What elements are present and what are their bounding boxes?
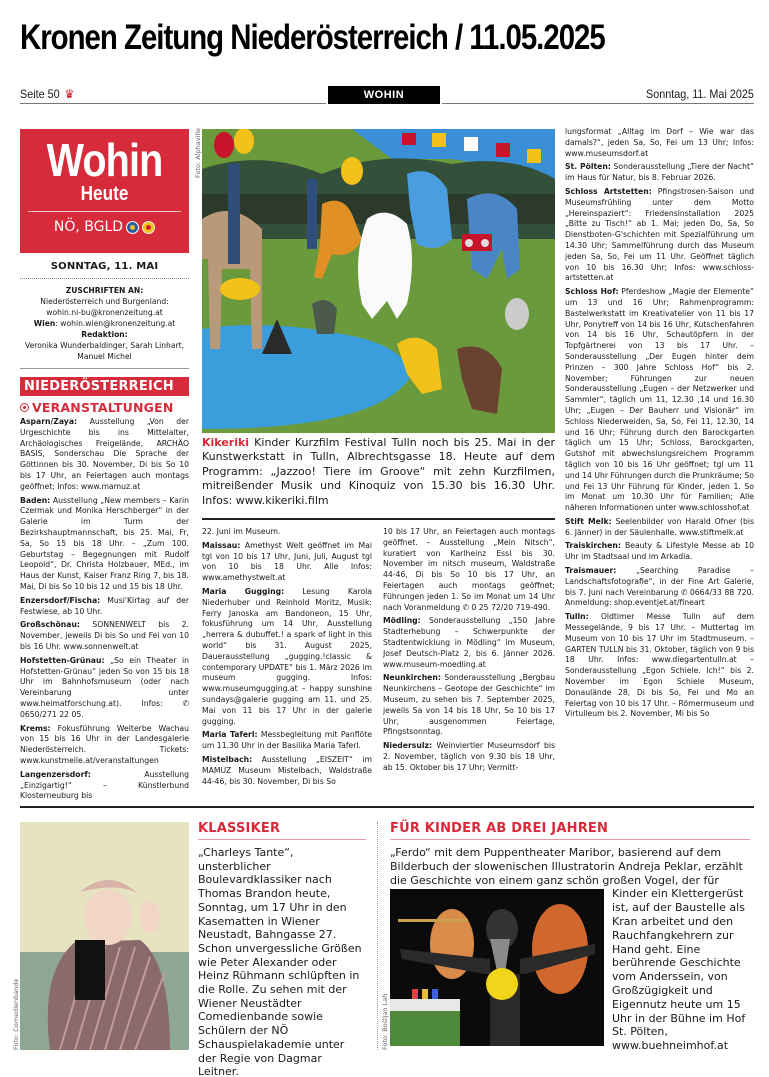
- listing-item: [565, 162, 754, 184]
- listing-item: [383, 673, 555, 738]
- listing-item: [20, 496, 189, 593]
- masthead-divider: [28, 211, 181, 212]
- contact-wien-label: Wien: [33, 319, 56, 328]
- listing-text: Sonderausstellung „Tiere der Nacht“ im Haus für Natur, bis 8. Februar 2026.: [565, 162, 755, 183]
- kinder-text-intro: „Ferdo“ mit dem Puppentheater Maribor, basierend auf dem Bilderbuch der slowenischen Illustratorin Andreja Peklar, erzählt die Geschichte von einem ganz schön großen Vogel, der: [390, 846, 743, 887]
- listings-column-1: [20, 417, 189, 802]
- listing-place: Tulln:: [565, 612, 589, 622]
- listing-item: [565, 566, 754, 609]
- listing-text: „So ein Theater in Hofstetten-Grünau“ jeden So von 15 bis 18 Uhr im Bahnhofsmuseum (oder nach Vereinbarung unter www.heimatforschung.at). Infos: ✆ 0650/271 22 05.: [20, 655, 189, 719]
- masthead-date: SONNTAG, 11. MAI: [50, 261, 159, 272]
- contact-noe-label: Niederösterreich und Burgenland:: [40, 297, 169, 306]
- masthead-title: Wohin: [46, 134, 163, 186]
- listing-item: [565, 517, 754, 539]
- contact-heading: ZUSCHRIFTEN AN:: [65, 286, 144, 295]
- listing-place: Schloss Hof:: [565, 287, 619, 297]
- listing-text: Ausstellung „New members – Karin Czermak und Monika Herschberger“ in der Galerie im Turm der Bezirkshauptmannschaft, bis 25. Mai, Fr, Sa, So 15 bis 18 Uhr. – „Zum 100. Geburtstag – Begegnungen mit Rudolf Leopold“, Dr. Christa Holzbauer, MEd., im Haus der Kunst, Kaiser Franz Ring 7, bis 18. Mai, Di bis So 10 bis 12 und 15 bis 18 Uhr.: [20, 495, 189, 591]
- listing-place: Traiskirchen:: [565, 541, 621, 551]
- illustration-party-animals: [202, 129, 555, 433]
- header-rule-right: [442, 103, 754, 104]
- listings-column-4: [565, 127, 754, 723]
- listing-item: [383, 527, 555, 613]
- photo-ferdo: [390, 889, 604, 1046]
- region-bar: NIEDERÖSTERREICH: [20, 377, 189, 396]
- column-1: [20, 129, 189, 805]
- listing-item: [20, 596, 189, 618]
- listing-item: [202, 587, 372, 727]
- klassiker-text: „Charleys Tante“, unsterblicher Boulevardklassiker nach Thomas Brandon heute, Sonntag, um 17 Uhr in den Kasematten in Wiener Neustadt, Bahngasse 27. Schon unvergessliche Größen wie Peter Alexander oder Heinz Rühmann schlüpften in die Rolle. Zu sehen mit der Wiener Neustädter Comedienbande sowie Schülern der NÖ Schauspielakademie unter der Regie von Dagmar Leitner.: [198, 846, 362, 1077]
- listing-item: [202, 527, 372, 538]
- listing-text: Ausstellung „Von der Urgeschichte bis ins Mittelalter, Archäologisches Freigelände, ARCHÄO BASIS, Sonderschau Die Sprache der Göttinnen bis 30. November, Di bis So 10 bis 17 Uhr, an Feiertagen auch montags geöffnet; Infos: www.mamuz.at: [20, 417, 189, 491]
- redaktion-names: Veronika Wunderbaldinger, Sarah Linhart, Manuel Michel: [25, 341, 184, 361]
- listing-item: [565, 287, 754, 514]
- crown-icon: ♛: [64, 87, 75, 101]
- listing-item: [565, 612, 754, 720]
- contact-wien-email[interactable]: : wohin.wien@kronenzeitung.at: [55, 319, 176, 328]
- listing-place: Maissau:: [202, 540, 241, 550]
- listing-item: [383, 741, 555, 773]
- noe-crest-icon: [126, 221, 139, 234]
- listing-place: Niedersulz:: [383, 741, 433, 751]
- listing-place: Langenzersdorf:: [20, 769, 91, 779]
- kinder-text-body: für Kinder ein Klettergerüst ist, auf der Baustelle als Kran arbeitet und den Rauchfangkehrern zur Hand geht. Eine berührende Geschichte vom Anderssein, von Großzügigkeit und Eigennutz heute um 15 Uhr in der Bühne im Hof St. Pölten, www.buehneimhof.at: [612, 873, 746, 1053]
- listing-place: Traismauer:: [565, 566, 617, 576]
- listing-text: Lesung Karola Niederhuber und Reinhold Moritz, Musik: Ferry Janoska am Bandoneon, 15 Uhr, fokusführung um 14 Uhr, Ausstellung „herrera & dubuffet.! a spark of light in this world“ bis 31. August 2025, Dauerausstellung „gugging.!classic & contemporary UPDATE“ bis 1. März 2026 im museum gugging. Infos: www.museumgugging.at – happy sunshine sundays@galerie gugging am 11. und 25. Mai von 11 bis 17 Uhr in der galerie gugging.: [202, 586, 372, 726]
- listing-text: Pfingstrosen-Saison und Museumsfrühling unter dem Motto „Hereinspaziert“: Friedensinstallation 2025 „Bitte zu Tisch!“ ab 1. Mai; jeden Do, Sa, So Dienstboten-G'schichten mit Spezialführung um 14.30 Uhr; Sammelführung durch das Museum jeden Sa, So, Fei um 11 Uhr. Geöffnet täglich von 10 bis 16.30 Uhr; Infos: www.schloss-artstetten.at: [565, 186, 754, 283]
- listings-column-2: [202, 527, 372, 790]
- listing-place: Hofstetten-Grünau:: [20, 655, 105, 665]
- kinder-article: [390, 821, 750, 1053]
- listing-text: Fokusführung Welterbe Wachau von 15 bis 16 Uhr in der Landesgalerie Niederösterreich. Tickets: www.kunstmeile.at/veranstaltungen: [20, 723, 189, 765]
- photo-charleys-tante: [20, 822, 189, 1050]
- photo-credit-klassiker: Foto: Comedienbande: [12, 978, 20, 1050]
- listing-text: Musi'Kirtag auf der Festwiese, ab 10 Uhr.: [20, 595, 189, 616]
- listing-item: [565, 127, 754, 159]
- solid-divider: [20, 368, 189, 369]
- listing-place: Baden:: [20, 495, 51, 505]
- listing-item: [20, 656, 189, 721]
- listing-place: Enzersdorf/Fischa:: [20, 595, 101, 605]
- listing-text: lungsformat „Alltag im Dorf – Wie war das damals?“, jeden Sa, So, Fei um 13 Uhr; Infos: www.museumsdorf.at: [565, 127, 754, 158]
- photo-charleys-tante-svg: [20, 822, 189, 1050]
- target-icon: [20, 403, 29, 412]
- listing-place: Stift Melk:: [565, 516, 612, 526]
- listing-item: [565, 541, 754, 563]
- listing-text: 10 bis 17 Uhr, an Feiertagen auch montags geöffnet. – Ausstellung „Mein Nitsch“, kuratiert von Karlheinz Essl bis 30. November im nitsch museum, Waldstraße 44-46, Di bis So 10 bis 17 Uhr, an Feiertagen auch montags geöffnet; Führungen jeden 1. So im Monat um 14 Uhr nach Voranmeldung ✆ 0 25 72/20 719-490.: [383, 527, 555, 612]
- contact-noe-email[interactable]: wohin.ni-bu@kronenzeitung.at: [46, 308, 163, 317]
- category-heading: [20, 400, 189, 415]
- listing-text: „Searching Paradise – Landschaftsfotografie“, in der Fine Art Galerie, bis 7. Juni nach Vereinbarung ✆ 0664/33 88 720. Anmeldung: shop.eventjet.at/fineart: [565, 566, 754, 608]
- page-number: [20, 87, 74, 101]
- listing-text: Beauty & Lifestyle Messe ab 10 Uhr im Stadtsaal und im Arkadia.: [565, 541, 754, 562]
- listing-item: [20, 770, 189, 802]
- listing-text: Ausstellung „Einzigartig!“ – Künstlerbund Klosterneuburg bis: [20, 769, 189, 801]
- listing-place: Krems:: [20, 723, 51, 733]
- bgld-crest-icon: [142, 221, 155, 234]
- listing-place: Mödling:: [383, 616, 421, 626]
- listing-text: Seelenbilder von Harald Ofner (bis 6. Jänner) in der Säulenhalle. www.stiftmelk.at: [565, 516, 754, 537]
- section-label: WOHIN: [328, 86, 440, 104]
- feature-kikeriki: [202, 436, 555, 508]
- klassiker-heading: KLASSIKER: [198, 821, 366, 840]
- listing-item: [202, 730, 372, 752]
- page-date: Sonntag, 11. Mai 2025: [646, 87, 754, 101]
- region-text: NÖ, BGLD: [53, 219, 124, 235]
- listing-text: Ausstellung „EISZEIT“ im MAMUZ Museum Mistelbach, Waldstraße 44-46, bis 30. November, Di bis So: [202, 754, 372, 786]
- document-title: Kronen Zeitung Niederösterreich / 11.05.2025: [20, 18, 605, 57]
- listing-text: Sonderausstellung „Bergbau Neunkirchens – Geotope der Geschichte“ im Museum, zu sehen bis 7. September 2025, jeweils Sa von 14 bis 18 Uhr, So 10 bis 17 Uhr, ausgenommen Feiertage, Pfingstsonntag.: [383, 673, 555, 737]
- listing-text: Sonderausstellung „150 Jahre Stadterhebung – Schwerpunkte der Stadtentwicklung in Mödling“ im Museum, Josef Deutsch-Platz 2, bis 6. Jänner 2026. www.museum-moedling.at: [383, 616, 555, 669]
- contact-info: [20, 285, 189, 362]
- photo-credit-illustration: Foto: Alphaville: [194, 127, 202, 178]
- listing-place: Maria Gugging:: [202, 586, 285, 596]
- header-rule-left: [20, 103, 326, 104]
- listing-item: [565, 187, 754, 284]
- listing-place: Mistelbach:: [202, 754, 253, 764]
- listing-text: Messbegleitung mit Panflöte um 11.30 Uhr in der Basilika Maria Taferl.: [202, 730, 372, 751]
- illustration-svg: [202, 129, 555, 433]
- listing-text: Pferdeshow „Magie der Elemente“ um 13 und 16 Uhr; Rahmenprogramm: Bastelwerkstatt im Kreativatelier von 11 bis 17 Uhr, Ponytreff von 14 bis 16 Uhr, Kutschenfahren von 14 bis 16 Uhr, Schautöpfern in der Topfgärtnerei von 13 bis 17 Uhr. – Sonderausstellung „Der Eugen hinter dem Prinzen – 300 Jahre Schloss Hof“ bis 2. November; Führungen zur neuen Sonderausstellung „Eugen – der Netzwerker und Sammler“, täglich um 11, 12.30 ,14 und 16.30 Uhr; „Eugen – Der Bauherr und Visionär“ im Schloss Niederweiden, Sa, So, Fei 11, 12.30, 14 und 16 Uhr; Führung durch den Barockgarten täglich um 15 Uhr; Schloss, Barockgarten, Gutshof mit abwechslungsreichem Programm täglich von 10 bis 16 Uhr geöffnet; tgl um 11 und 14 Uhr Führungen durch die Prunkräume; So und Fei 13 Uhr Führung für Kinder, jeden 1. So im Monat um 10.30 Uhr für Familien; Alle näheren Informationen unter www.schlosshof.at: [565, 287, 754, 513]
- category-text: VERANSTALTUNGEN: [32, 400, 174, 415]
- listing-text: Oldtimer Messe Tulln auf dem Messegelände, 9 bis 17 Uhr. – Muttertag im Museum von 10 bis 17 Uhr im Stadtmuseum. – GARTEN TULLN bis 31. Oktober, täglich von 9 bis 18 Uhr. Infos: www.diegartentulln.at – Sonderausstellung „Egon Schiele. Ich!“ bis 2. November im Egon Schiele Museum, Donaulände 28, Di bis So, Fei und Mo an Feiertag von 10 bis 17 Uhr. – Römermuseum und Virtulleum bis 2. November, Mi bis So: [565, 612, 754, 719]
- page-number-text: Seite 50: [20, 87, 60, 101]
- klassiker-article: [198, 821, 366, 1077]
- photo-ferdo-svg: [390, 889, 604, 1046]
- vertical-dotted-divider: [377, 822, 378, 1050]
- masthead-region: [20, 218, 189, 236]
- feature-divider: [202, 518, 555, 520]
- listing-text: 22. Juni im Museum.: [202, 527, 281, 536]
- kinder-text: [390, 846, 750, 1053]
- kinder-heading: FÜR KINDER AB DREI JAHREN: [390, 821, 750, 840]
- listings-column-3: [383, 527, 555, 777]
- page-header: [20, 84, 754, 104]
- dotted-divider: [20, 278, 189, 279]
- listing-text: Weinviertler Museumsdorf bis 2. November, täglich von 9.30 bis 18 Uhr, ab 15. Oktober bis 17 Uhr; Vermitt-: [383, 741, 555, 772]
- masthead-subtitle: Heute: [80, 183, 129, 205]
- listing-item: [20, 724, 189, 767]
- listing-place: St. Pölten:: [565, 162, 611, 172]
- listing-place: Maria Taferl:: [202, 730, 258, 740]
- photo-credit-kinder: Foto: Boštjan Lah: [381, 993, 389, 1050]
- listing-text: Amethyst Welt geöffnet im Mai tgl von 10 bis 17 Uhr, Juni, Juli, August tgl von 10 bis 18 Uhr. Alle Infos: www.amethystwelt.at: [202, 540, 372, 583]
- listing-place: Großschönau:: [20, 620, 81, 630]
- listing-text: SONNENWELT bis 2. November, jeweils Di bis So und Fei von 10 bis 16 Uhr. www.sonnenwelt.at: [20, 620, 189, 651]
- feature-keyword: Kikeriki: [202, 436, 250, 449]
- feature-text: Kinder Kurzfilm Festival Tulln noch bis 25. Mai in der Kunstwerkstatt in Tulln, Albrechtsgasse 18. Heute auf dem Programm: „Jazzoo! Tiere im Groove“ mit zehn Kurzfilmen, mitreißender Musik und Kinoquiz von 15.30 bis 16.30 Uhr. Infos: www.kikeriki.film: [202, 436, 555, 507]
- listing-place: Schloss Artstetten:: [565, 186, 652, 196]
- listing-place: Asparn/Zaya:: [20, 417, 78, 426]
- listing-place: Neunkirchen:: [383, 673, 441, 683]
- masthead-box: [20, 129, 189, 253]
- redaktion-label: Redaktion:: [81, 330, 128, 339]
- listing-item: [202, 755, 372, 787]
- listing-item: [202, 541, 372, 584]
- listing-item: [20, 620, 189, 652]
- bottom-section-divider: [20, 806, 754, 808]
- listing-item: [383, 616, 555, 670]
- listing-item: [20, 417, 189, 493]
